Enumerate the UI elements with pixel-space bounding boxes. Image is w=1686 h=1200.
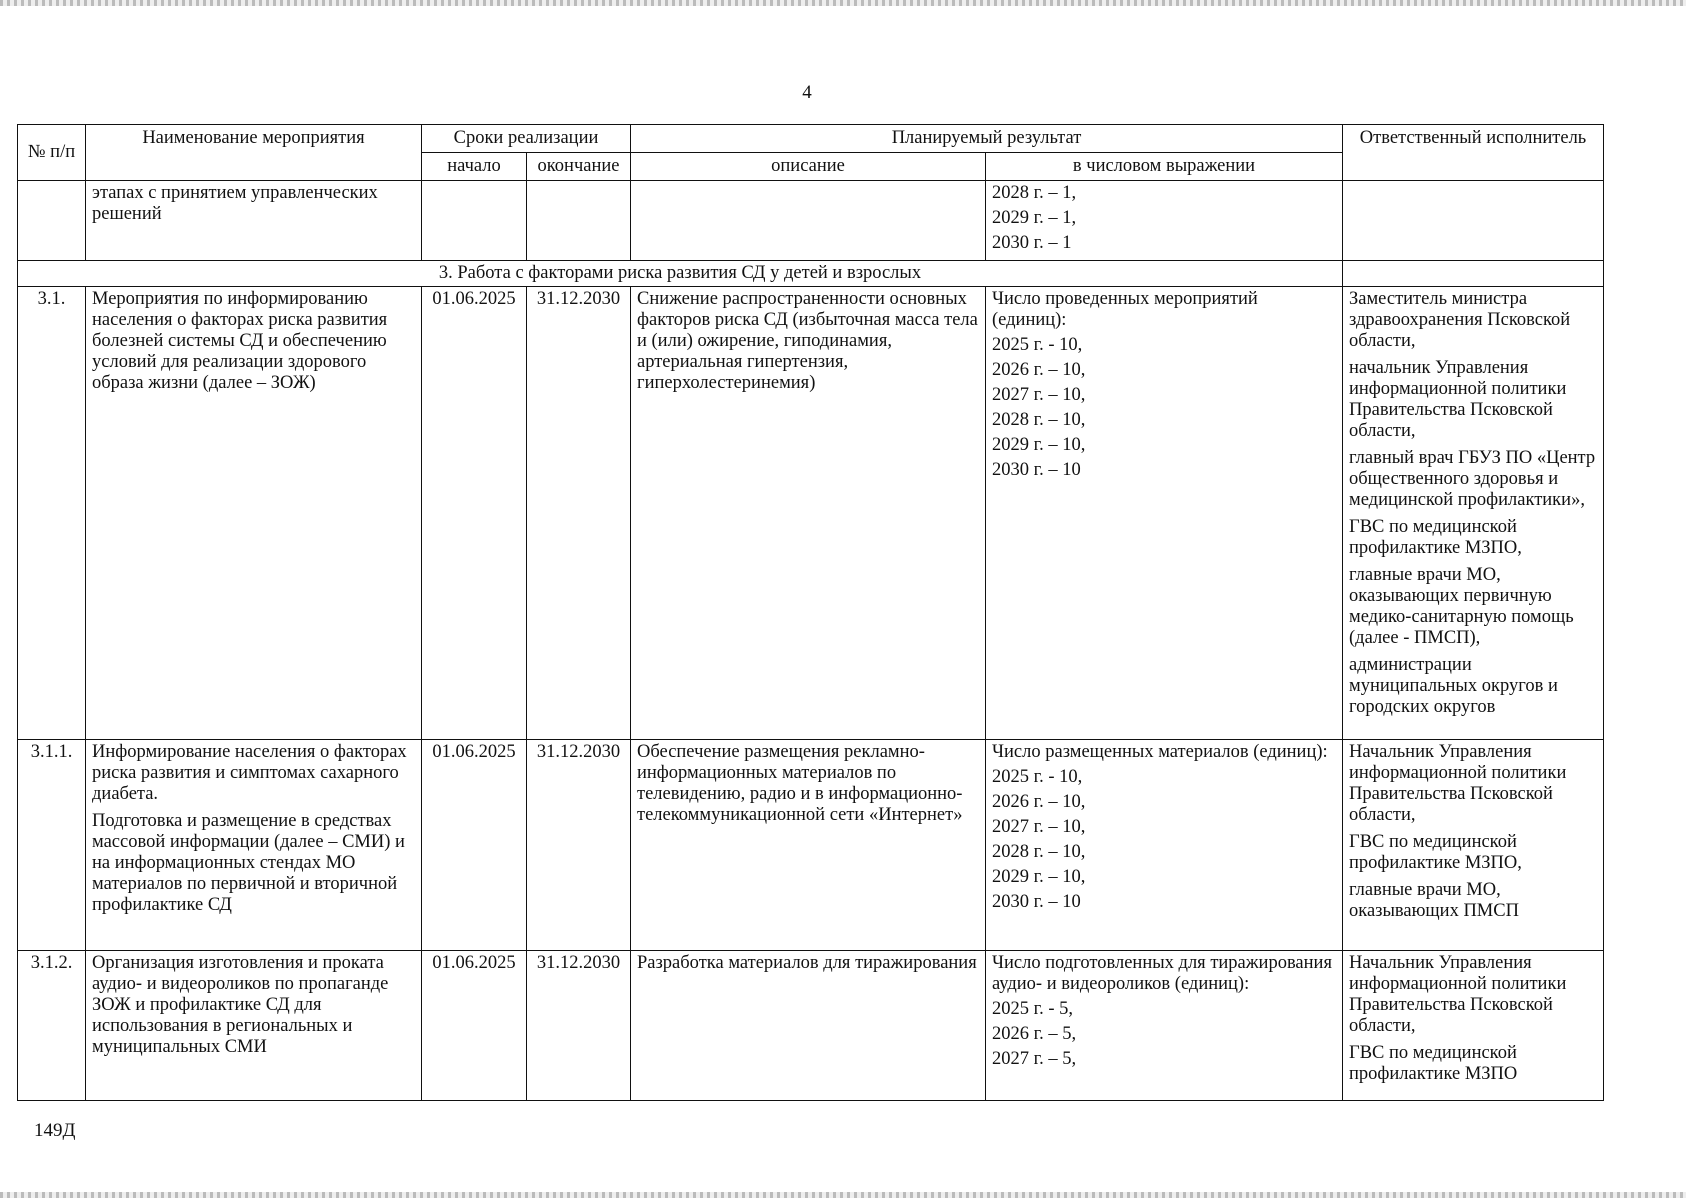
cell-desc: Обеспечение размещения рекламно-информационных материалов по телевидению, радио и в информационно-телекоммуникационной сети «Интернет»	[631, 740, 986, 951]
cell-start: 01.06.2025	[422, 951, 527, 1101]
header-num: № п/п	[18, 125, 86, 181]
cell-responsible	[1343, 181, 1604, 261]
header-result: Планируемый результат	[631, 125, 1343, 153]
responsible-entry: администрации муниципальных округов и городских округов	[1349, 655, 1558, 717]
responsible-entry: ГВС по медицинской профилактике МЗПО,	[1349, 832, 1522, 873]
cell-name: этапах с принятием управленческих решений	[86, 181, 422, 261]
header-numeric: в числовом выражении	[986, 153, 1343, 181]
cell-numeric	[986, 951, 1343, 1101]
cell-end: 31.12.2030	[527, 287, 631, 740]
value-line: 2028 г. – 10,	[992, 842, 1086, 862]
value-line: 2027 г. – 5,	[992, 1049, 1077, 1069]
value-line: 2029 г. – 10,	[992, 867, 1086, 887]
name-paragraph: Подготовка и размещение в средствах массовой информации (далее – СМИ) и на информационных стендах МО материалов по первичной и вторичной профилактике СД	[92, 811, 405, 915]
value-line: 2028 г. – 10,	[992, 410, 1086, 430]
scan-edge-top	[0, 0, 1686, 6]
table-row	[18, 287, 1604, 740]
table-row	[18, 951, 1604, 1101]
cell-numeric	[986, 287, 1343, 740]
cell-responsible	[1343, 287, 1604, 740]
responsible-entry: главные врачи МО, оказывающих ПМСП	[1349, 880, 1519, 921]
value-line: 2029 г. – 10,	[992, 435, 1086, 455]
value-line: 2027 г. – 10,	[992, 817, 1086, 837]
cell-num	[18, 181, 86, 261]
cell-desc	[631, 181, 986, 261]
cell-name: Мероприятия по информированию населения о факторах риска развития болезней системы СД и обеспечению условий для реализации здорового образа жизни (далее – ЗОЖ)	[86, 287, 422, 740]
cell-name	[86, 740, 422, 951]
cell-num: 3.1.2.	[18, 951, 86, 1101]
document-code: 149Д	[34, 1120, 76, 1141]
header-start: начало	[422, 153, 527, 181]
value-line: 2028 г. – 1,	[992, 183, 1077, 203]
section-title: 3. Работа с факторами риска развития СД у детей и взрослых	[18, 261, 1343, 287]
metric-label: Число подготовленных для тиражирования аудио- и видеороликов (единиц):	[992, 953, 1332, 994]
responsible-entry: главные врачи МО, оказывающих первичную медико-санитарную помощь (далее - ПМСП),	[1349, 565, 1574, 648]
cell-numeric	[986, 181, 1343, 261]
value-line: 2026 г. – 10,	[992, 360, 1086, 380]
responsible-entry: Начальник Управления информационной политики Правительства Псковской области,	[1349, 742, 1567, 825]
value-line: 2029 г. – 1,	[992, 208, 1077, 228]
responsible-entry: ГВС по медицинской профилактике МЗПО	[1349, 1043, 1518, 1084]
cell-start	[422, 181, 527, 261]
cell-end	[527, 181, 631, 261]
metric-label: Число размещенных материалов (единиц):	[992, 742, 1328, 762]
value-line: 2027 г. – 10,	[992, 385, 1086, 405]
cell-end: 31.12.2030	[527, 951, 631, 1101]
cell-num: 3.1.	[18, 287, 86, 740]
plan-table	[17, 124, 1604, 1101]
value-line: 2025 г. - 5,	[992, 999, 1074, 1019]
responsible-entry: начальник Управления информационной политики Правительства Псковской области,	[1349, 358, 1567, 441]
value-line: 2025 г. - 10,	[992, 335, 1083, 355]
cell-start: 01.06.2025	[422, 287, 527, 740]
responsible-entry: главный врач ГБУЗ ПО «Центр общественного здоровья и медицинской профилактики»,	[1349, 448, 1596, 510]
value-line: 2026 г. – 5,	[992, 1024, 1077, 1044]
responsible-entry: Заместитель министра здравоохранения Псковской области,	[1349, 289, 1571, 351]
cell-num: 3.1.1.	[18, 740, 86, 951]
cell-responsible	[1343, 261, 1604, 287]
cell-responsible	[1343, 951, 1604, 1101]
value-line: 2030 г. – 10	[992, 892, 1081, 912]
header-responsible: Ответственный исполнитель	[1343, 125, 1604, 181]
header-terms: Сроки реализации	[422, 125, 631, 153]
responsible-entry: Начальник Управления информационной политики Правительства Псковской области,	[1349, 953, 1567, 1036]
value-line: 2025 г. - 10,	[992, 767, 1083, 787]
cell-name: Организация изготовления и проката аудио- и видеороликов по пропаганде ЗОЖ и профилактике СД для использования в региональных и муниципальных СМИ	[86, 951, 422, 1101]
value-line: 2030 г. – 1	[992, 233, 1072, 253]
name-paragraph: Информирование населения о факторах риска развития и симптомах сахарного диабета.	[92, 742, 407, 804]
header-name: Наименование мероприятия	[86, 125, 422, 181]
section-row	[18, 261, 1604, 287]
cell-desc: Снижение распространенности основных факторов риска СД (избыточная масса тела и (или) ожирение, гиподинамия, артериальная гипертензия, гиперхолестеринемия)	[631, 287, 986, 740]
cell-start: 01.06.2025	[422, 740, 527, 951]
header-end: окончание	[527, 153, 631, 181]
cell-desc: Разработка материалов для тиражирования	[631, 951, 986, 1101]
responsible-entry: ГВС по медицинской профилактике МЗПО,	[1349, 517, 1522, 558]
cell-numeric	[986, 740, 1343, 951]
cell-end: 31.12.2030	[527, 740, 631, 951]
value-line: 2030 г. – 10	[992, 460, 1081, 480]
header-desc: описание	[631, 153, 986, 181]
value-line: 2026 г. – 10,	[992, 792, 1086, 812]
table-row	[18, 740, 1604, 951]
table-row	[18, 181, 1604, 261]
scan-edge-bottom	[0, 1192, 1686, 1198]
page-number: 4	[802, 82, 812, 103]
metric-label: Число проведенных мероприятий (единиц):	[992, 289, 1258, 330]
cell-responsible	[1343, 740, 1604, 951]
